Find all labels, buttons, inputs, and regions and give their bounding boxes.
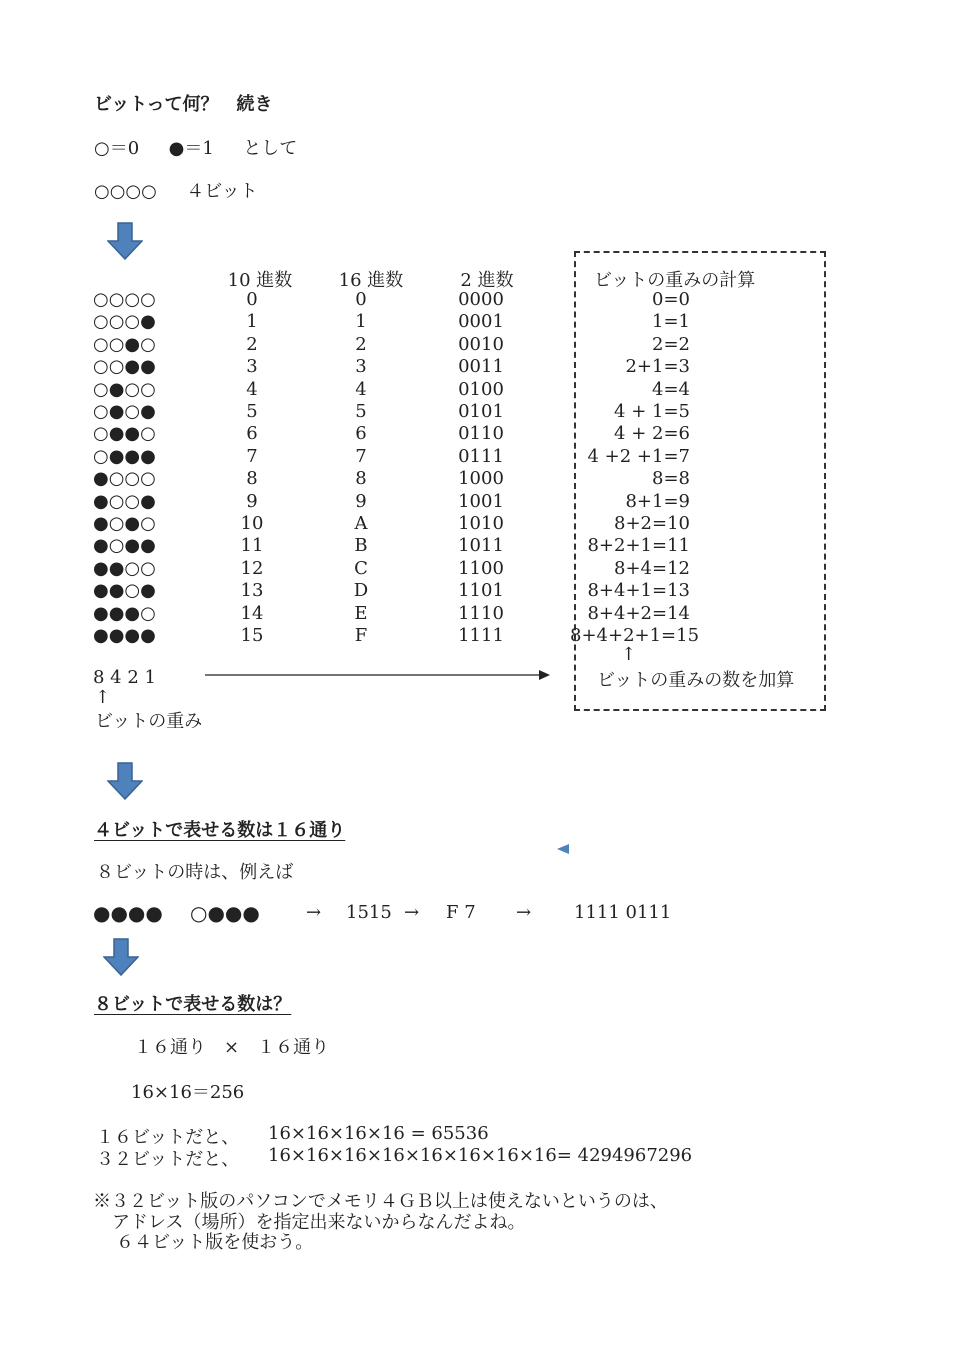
row-calc: 4 +2 +1=7	[587, 446, 690, 467]
page-title: ビットって何？ 続き	[94, 94, 273, 115]
row-calc: 8+2+1=11	[587, 535, 690, 556]
row-dots: ●○○○	[93, 468, 156, 489]
row-dots: ●○●○	[93, 513, 156, 534]
example-dots-b: ○●●●	[190, 901, 260, 925]
row-hex: A	[354, 513, 368, 534]
row-bin: 1000	[458, 468, 504, 489]
triangle-mark-icon	[557, 844, 569, 854]
row-calc: 2=2	[652, 334, 690, 355]
row-hex: D	[353, 580, 369, 601]
heading-8-bits: ８ビットで表せる数は？	[94, 994, 292, 1015]
box-up-arrow: ↑	[621, 644, 637, 665]
row-dots: ○●○●	[93, 401, 156, 422]
row-hex: B	[354, 535, 368, 556]
down-arrow-icon	[107, 222, 143, 260]
row-hex: F	[354, 625, 368, 646]
weight-label: ビットの重み	[95, 711, 203, 732]
row-hex: 1	[355, 311, 367, 332]
example-value-dec: 1515	[346, 902, 392, 923]
row-calc: 1=1	[652, 311, 690, 332]
row-bin: 0111	[458, 446, 504, 467]
row-dots: ○○○●	[93, 311, 156, 332]
header-bin: 2 進数	[460, 270, 514, 291]
row-hex: C	[354, 558, 368, 579]
row-dec: 8	[246, 468, 258, 489]
row-dec: 0	[246, 289, 258, 310]
note-line-2: アドレス（場所）を指定出来ないからなんだよね。	[112, 1212, 526, 1233]
row-dec: 9	[246, 491, 258, 512]
bits32-label: ３２ビットだと、	[96, 1149, 240, 1170]
calc-result: 16×16＝256	[131, 1082, 245, 1103]
box-note-label: ビットの重みの数を加算	[597, 670, 795, 691]
bits32-value: 16×16×16×16×16×16×16×16= 4294967296	[268, 1145, 693, 1166]
row-dec: 11	[240, 535, 264, 556]
row-hex: 5	[355, 401, 367, 422]
row-bin: 1100	[458, 558, 504, 579]
row-dots: ○○●●	[93, 356, 156, 377]
row-bin: 1101	[458, 580, 504, 601]
legend-suffix: として	[243, 138, 298, 159]
row-hex: 0	[355, 289, 367, 310]
row-dec: 7	[246, 446, 258, 467]
row-bin: 1110	[458, 603, 504, 624]
row-hex: E	[354, 603, 368, 624]
four-bits-label: ４ビット	[186, 181, 258, 202]
row-dots: ●○●●	[93, 535, 156, 556]
row-dec: 6	[246, 423, 258, 444]
bits16-value: 16×16×16×16 = 65536	[268, 1123, 489, 1144]
row-bin: 0100	[458, 379, 504, 400]
example-dots-a: ●●●●	[93, 901, 163, 925]
row-bin: 0010	[458, 334, 504, 355]
row-dots: ○●●○	[93, 423, 156, 444]
row-dots: ●●●○	[93, 603, 156, 624]
row-dec: 14	[240, 603, 264, 624]
row-bin: 0110	[458, 423, 504, 444]
row-bin: 1001	[458, 491, 504, 512]
example-value-bin: 1111 0111	[574, 902, 672, 923]
legend-line	[94, 134, 297, 160]
row-dots: ○○●○	[93, 334, 156, 355]
row-dots: ●○○●	[93, 491, 156, 512]
row-dec: 2	[246, 334, 258, 355]
row-dec: 10	[240, 513, 264, 534]
row-hex: 4	[355, 379, 367, 400]
row-hex: 9	[355, 491, 367, 512]
row-bin: 0000	[458, 289, 504, 310]
row-hex: 8	[355, 468, 367, 489]
row-hex: 7	[355, 446, 367, 467]
row-bin: 1010	[458, 513, 504, 534]
row-dec: 1	[246, 311, 258, 332]
row-calc: 8=8	[652, 468, 690, 489]
example-intro: ８ビットの時は、例えば	[96, 862, 294, 883]
right-arrow-icon	[205, 668, 551, 682]
legend-black: ●＝1	[168, 138, 214, 159]
row-dec: 15	[240, 625, 264, 646]
row-hex: 2	[355, 334, 367, 355]
row-calc: 4=4	[652, 379, 690, 400]
note-line-3: ６４ビット版を使おう。	[116, 1232, 314, 1253]
calc-line: １６通り × １６通り	[134, 1037, 330, 1058]
row-hex: 3	[355, 356, 367, 377]
row-dec: 5	[246, 401, 258, 422]
row-calc: 8+2=10	[614, 513, 690, 534]
row-bin: 0011	[458, 356, 504, 377]
example-arrow-2: →	[404, 902, 420, 923]
row-calc: 0=0	[652, 289, 690, 310]
row-dec: 13	[240, 580, 264, 601]
row-dots: ●●○●	[93, 580, 156, 601]
down-arrow-icon	[103, 938, 139, 976]
row-calc: 8+4+1=13	[587, 580, 690, 601]
row-bin: 0001	[458, 311, 504, 332]
row-calc: 4 + 1=5	[614, 401, 690, 422]
row-dots: ○○○○	[93, 289, 156, 310]
row-hex: 6	[355, 423, 367, 444]
bits16-label: １６ビットだと、	[96, 1127, 240, 1148]
four-bits-line	[94, 177, 258, 203]
row-dots: ○●●●	[93, 446, 156, 467]
four-bits-dots: ○○○○	[94, 181, 157, 202]
row-dec: 4	[246, 379, 258, 400]
row-calc: 4 + 2=6	[614, 423, 690, 444]
example-arrow-1: →	[306, 902, 322, 923]
row-dec: 12	[240, 558, 264, 579]
row-dots: ●●●●	[93, 625, 156, 646]
header-dec: 10 進数	[227, 270, 293, 291]
row-dots: ○●○○	[93, 379, 156, 400]
row-calc: 8+1=9	[625, 491, 690, 512]
row-dots: ●●○○	[93, 558, 156, 579]
header-hex: 16 進数	[338, 270, 404, 291]
weight-values: 8 4 2 1	[93, 667, 156, 688]
legend-white: ○＝0	[94, 138, 140, 159]
row-bin: 1111	[458, 625, 504, 646]
row-calc: 2+1=3	[625, 356, 690, 377]
down-arrow-icon	[107, 762, 143, 800]
row-calc: 8+4=12	[614, 558, 690, 579]
row-calc: 8+4+2+1=15	[570, 625, 700, 646]
row-bin: 1011	[458, 535, 504, 556]
row-dec: 3	[246, 356, 258, 377]
note-line-1: ※３２ビット版のパソコンでメモリ４ＧＢ以上は使えないというのは、	[93, 1191, 668, 1212]
heading-16-patterns: ４ビットで表せる数は１６通り	[94, 820, 346, 841]
example-value-hex: F 7	[446, 902, 476, 923]
row-calc: 8+4+2=14	[587, 603, 690, 624]
row-bin: 0101	[458, 401, 504, 422]
header-calc: ビットの重みの計算	[594, 270, 756, 291]
example-arrow-3: →	[516, 902, 532, 923]
weight-up-arrow: ↑	[95, 687, 111, 708]
